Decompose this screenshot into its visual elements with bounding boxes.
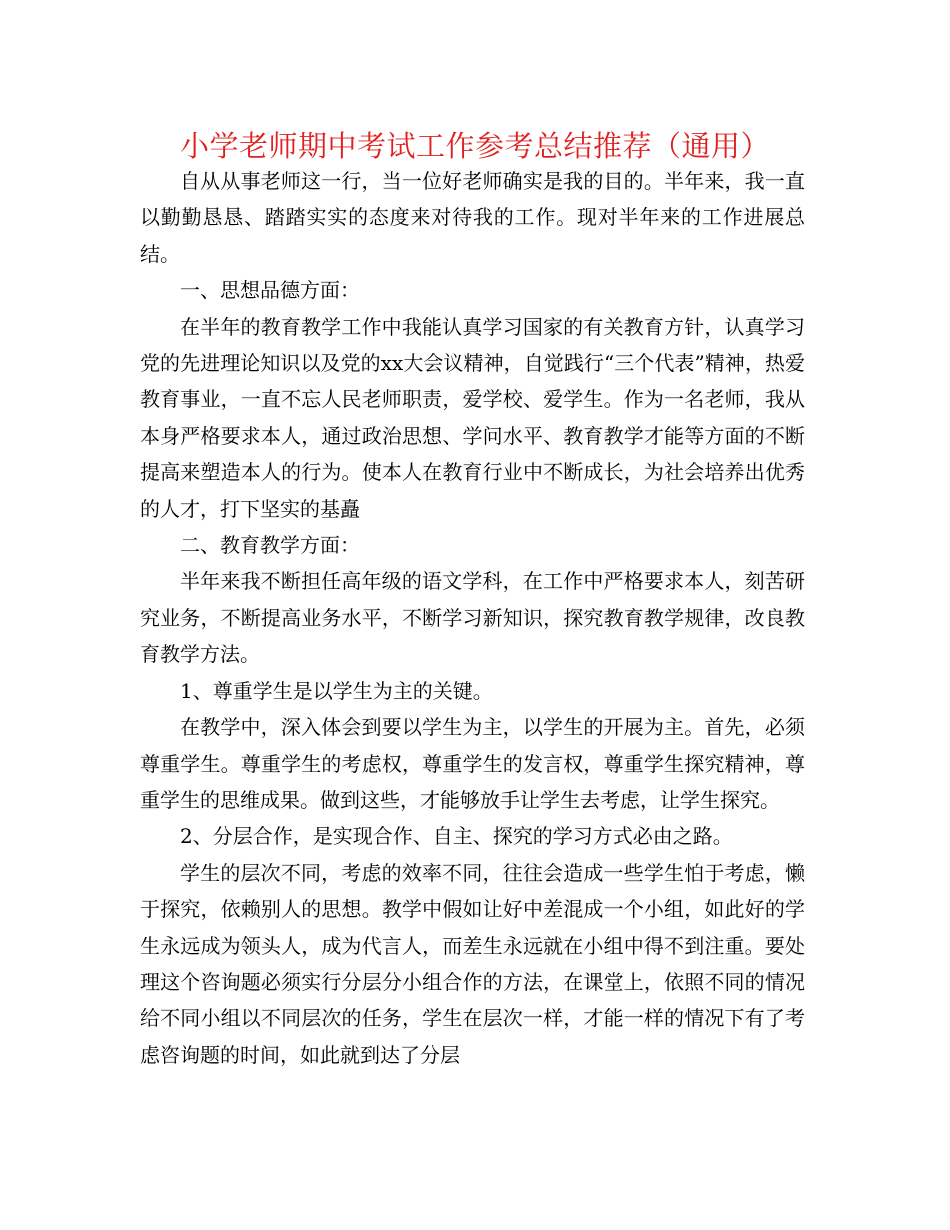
paragraph-layered-cooperation: 学生的层次不同，考虑的效率不同，往往会造成一些学生怕于考虑，懒于探究，依赖别人的思想。教学中假如让好中差混成一个小组，如此好的学生永远成为领头人，成为代言人，而差生永远就在小组中得不到注重。要处理这个咨询题必须实行分层分小组合作的方法，在课堂上，依照不同的情况给不同小组以不同层次的任务，学生在层次一样，才能一样的情况下有了考虑咨询题的时间，如此就到达了分层 [140, 860, 805, 1067]
document-title: 小学老师期中考试工作参考总结推荐（通用） [179, 129, 770, 163]
section-heading-ideology: 一、思想品德方面： [180, 278, 360, 303]
subheading-respect-students: 1、尊重学生是以学生为主的关键。 [180, 678, 493, 703]
paragraph-intro: 自从从事老师这一行，当一位好老师确实是我的目的。半年来，我一直以勤勤恳恳、踏踏实实的态度来对待我的工作。现对半年来的工作进展总结。 [140, 169, 805, 266]
paragraph-ideology: 在半年的教育教学工作中我能认真学习国家的有关教育方针，认真学习党的先进理论知识以及党的xx大会议精神，自觉践行“三个代表”精神，热爱教育事业，一直不忘人民老师职责，爱学校、爱学生。作为一名老师，我从本身严格要求本人，通过政治思想、学问水平、教育教学才能等方面的不断提高来塑造本人的行为。使本人在教育行业中不断成长，为社会培养出优秀的人才，打下坚实的基矗 [140, 314, 805, 521]
subheading-layered-cooperation: 2、分层合作，是实现合作、自主、探究的学习方式必由之路。 [180, 824, 733, 849]
section-heading-teaching: 二、教育教学方面： [180, 533, 360, 558]
paragraph-respect-students: 在教学中，深入体会到要以学生为主，以学生的开展为主。首先，必须尊重学生。尊重学生的考虑权，尊重学生的发言权，尊重学生探究精神，尊重学生的思维成果。做到这些，才能够放手让学生去考虑，让学生探究。 [140, 715, 805, 812]
paragraph-teaching: 半年来我不断担任高年级的语文学科，在工作中严格要求本人，刻苦研究业务，不断提高业务水平，不断学习新知识，探究教育教学规律，改良教育教学方法。 [140, 569, 805, 667]
document-body [140, 163, 805, 1073]
